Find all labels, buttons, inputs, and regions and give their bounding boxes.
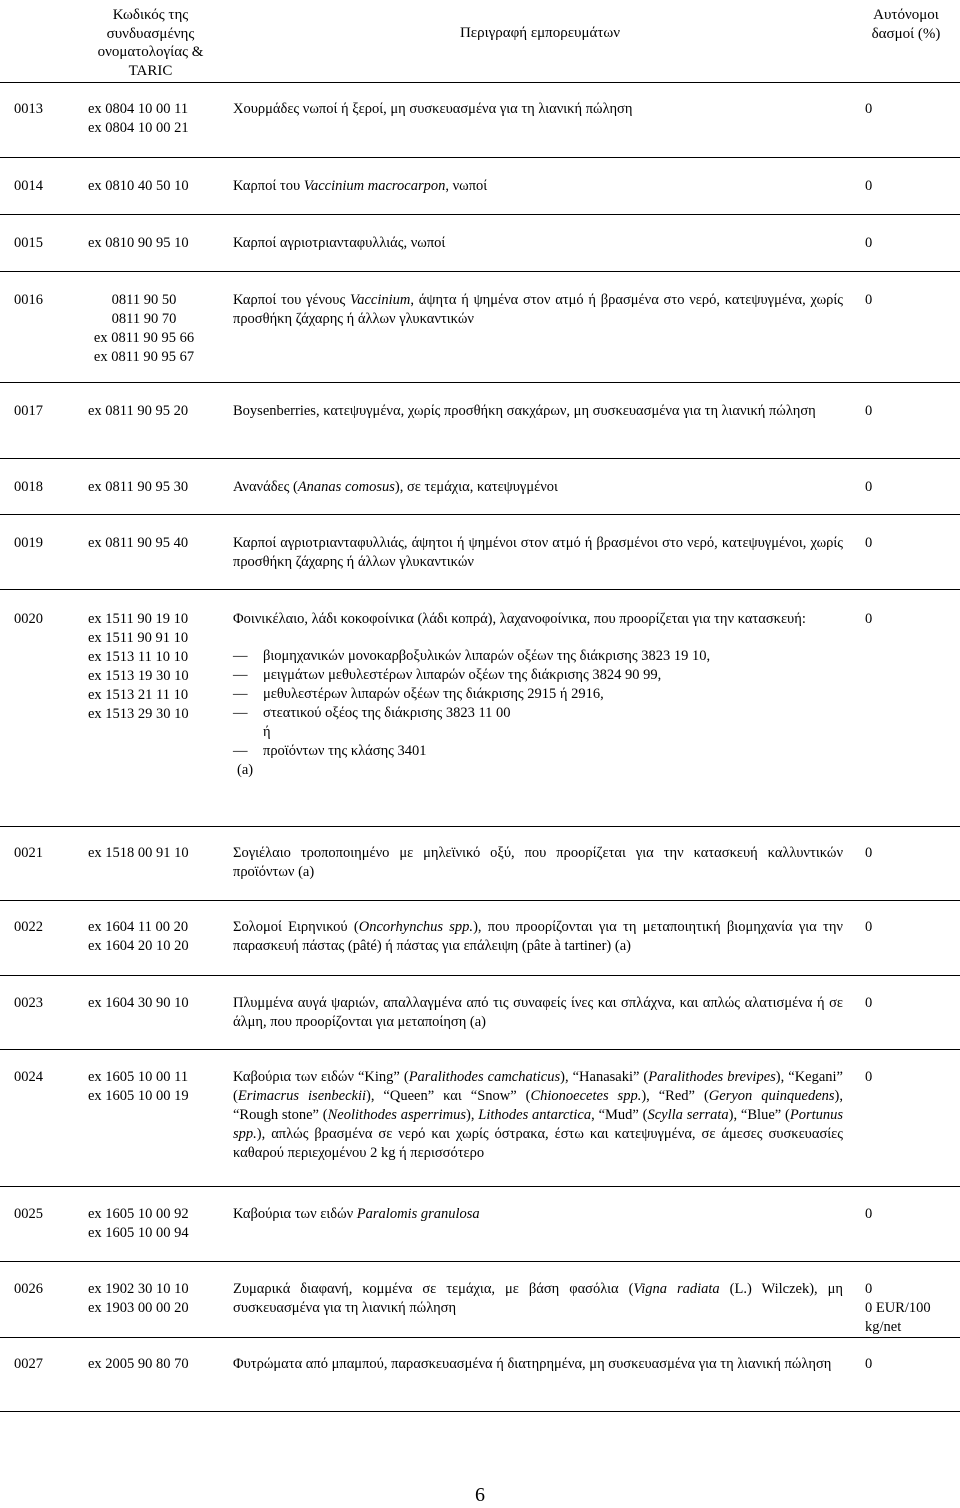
or-text: ή bbox=[263, 724, 271, 740]
goods-description bbox=[233, 994, 843, 1032]
description-text: ), σε τεμάχια, κατεψυγμένοι bbox=[394, 479, 558, 495]
cn-code: ex 0804 10 00 11 bbox=[88, 101, 189, 117]
description-latin-name: Geryon quinquedens bbox=[708, 1088, 835, 1104]
duty-rate: 0 bbox=[865, 995, 873, 1011]
row-number: 0023 bbox=[14, 995, 43, 1011]
cn-code: ex 0811 90 95 30 bbox=[88, 479, 189, 495]
cn-code: 0811 90 50 bbox=[111, 292, 177, 308]
description-text: Σολομοί Ειρηνικού ( bbox=[233, 919, 359, 935]
description-text: Καβούρια των ειδών bbox=[233, 1206, 357, 1222]
cn-code: ex 1513 29 30 10 bbox=[88, 706, 189, 722]
description-latin-name: Vigna radiata bbox=[633, 1281, 720, 1297]
description-latin-name: Chionoecetes spp. bbox=[530, 1088, 642, 1104]
cn-code: ex 0811 90 95 40 bbox=[88, 535, 189, 551]
table-row bbox=[0, 1049, 960, 1187]
cn-codes bbox=[88, 234, 228, 253]
description-text: Φυτρώματα από μπαμπού, παρασκευασμένα ή διατηρημένα, μη συσκευασμένα για τη λιανική πώληση bbox=[233, 1356, 832, 1372]
goods-description bbox=[233, 534, 843, 572]
description-text: Καβούρια των ειδών “King” ( bbox=[233, 1069, 409, 1085]
table-header bbox=[0, 0, 960, 83]
description-text: ), bbox=[466, 1107, 479, 1123]
goods-description bbox=[233, 234, 843, 253]
goods-description bbox=[233, 1205, 843, 1224]
cn-code: ex 0810 90 95 10 bbox=[88, 235, 189, 251]
description-text: ), “Kegani” ( bbox=[233, 1069, 843, 1104]
description-text: Boysenberries, κατεψυγμένα, χωρίς προσθήκη σακχάρων, μη συσκευασμένα για τη λιανική πώληση bbox=[233, 403, 816, 419]
cn-codes bbox=[88, 1355, 228, 1374]
description-text: ), “Rough stone” ( bbox=[233, 1088, 843, 1123]
description-list-item: — στεατικού οξέος της διάκρισης 3823 11 00 bbox=[233, 704, 843, 723]
cn-codes bbox=[88, 402, 228, 421]
goods-description bbox=[233, 177, 843, 196]
table-row bbox=[0, 975, 960, 1050]
description-text: , “Mud” ( bbox=[591, 1107, 648, 1123]
description-text: ), “Red” ( bbox=[641, 1088, 709, 1104]
row-number: 0027 bbox=[14, 1356, 43, 1372]
duty-rate: 0 bbox=[865, 845, 873, 861]
cn-codes bbox=[88, 844, 228, 863]
description-text: Χουρμάδες νωποί ή ξεροί, μη συσκευασμένα για τη λιανική πώληση bbox=[233, 101, 633, 117]
description-text: , νωποί bbox=[445, 178, 488, 194]
cn-code: ex 1511 90 91 10 bbox=[88, 630, 189, 646]
cn-code: ex 1604 11 00 20 bbox=[88, 919, 189, 935]
cn-codes bbox=[88, 177, 228, 196]
cn-code: ex 2005 90 80 70 bbox=[88, 1356, 189, 1372]
goods-description bbox=[233, 610, 843, 780]
table-row bbox=[0, 514, 960, 590]
description-text: ), “Hanasaki” ( bbox=[560, 1069, 649, 1085]
description-text: ), “Blue” ( bbox=[728, 1107, 790, 1123]
duty-rate: 0 bbox=[865, 403, 873, 419]
duty-rate: 0 bbox=[865, 235, 873, 251]
description-text: ), που προορίζονται για τη μεταποιητική βιομηχανία για την παρασκευή πάστας (pâté) ή πάστας για επάλειψη (pâte à tartiner) (a) bbox=[233, 919, 843, 954]
cn-codes bbox=[88, 534, 228, 553]
row-number: 0025 bbox=[14, 1206, 43, 1222]
description-text: Καρποί του γένους bbox=[233, 292, 350, 308]
duty-rate: 0 bbox=[865, 1281, 873, 1297]
duty-rate: 0 bbox=[865, 611, 873, 627]
row-number: 0016 bbox=[14, 292, 43, 308]
cn-code: 0811 90 70 bbox=[111, 311, 177, 327]
description-latin-name: Vaccinium bbox=[350, 292, 411, 308]
cn-code: ex 0811 90 95 20 bbox=[88, 403, 189, 419]
cn-code: ex 1604 30 90 10 bbox=[88, 995, 189, 1011]
duty-rate: 0 bbox=[865, 919, 873, 935]
goods-description bbox=[233, 918, 843, 956]
cn-codes bbox=[88, 610, 228, 724]
table-row bbox=[0, 1337, 960, 1412]
row-number: 0017 bbox=[14, 403, 43, 419]
description-text: , άψητα ή ψημένα στον ατμό ή βρασμένα στο νερό, κατεψυγμένα, χωρίς προσθήκη ζάχαρης ή άλλων γλυκαντικών bbox=[233, 292, 844, 327]
description-text: ), “Queen” και “Snow” ( bbox=[366, 1088, 531, 1104]
description-text: Ζυμαρικά διαφανή, κομμένα σε τεμάχια, με βάση φασόλια ( bbox=[233, 1281, 634, 1297]
cn-code: ex 1605 10 00 94 bbox=[88, 1225, 189, 1241]
cn-codes bbox=[88, 1205, 228, 1243]
page-number: 6 bbox=[475, 1484, 485, 1506]
description-text: ), απλώς βρασμένα σε νερό και χωρίς όστρακα, έστω και κατεψυγμένα, σε άμεσες συσκευασίες καθαρού περιεχομένου 2 kg ή περισσότερο bbox=[233, 1126, 843, 1161]
goods-description bbox=[233, 291, 843, 329]
cn-code: ex 1518 00 91 10 bbox=[88, 845, 189, 861]
description-latin-name: Vaccinium macrocarpon bbox=[303, 178, 446, 194]
cn-codes bbox=[84, 291, 204, 367]
cn-code: ex 1903 00 00 20 bbox=[88, 1300, 189, 1316]
description-text: Φοινικέλαιο, λάδι κοκοφοίνικα (λάδι κοπρά), λαχανοφοίνικα, που προορίζεται για την κατασκευή: bbox=[233, 611, 806, 627]
duty-rate: 0 bbox=[865, 1069, 873, 1085]
cn-code: ex 1513 19 30 10 bbox=[88, 668, 189, 684]
row-number: 0019 bbox=[14, 535, 43, 551]
row-number: 0024 bbox=[14, 1069, 43, 1085]
header-code-column: Κωδικός της συνδυασμένης ονοματολογίας & TARIC bbox=[97, 7, 204, 79]
description-list-item: — προϊόντων της κλάσης 3401 bbox=[233, 742, 843, 761]
footnote-ref: (a) bbox=[237, 762, 254, 778]
description-text: Καρποί του bbox=[233, 178, 304, 194]
description-text: Σογιέλαιο τροποποιημένο με μηλεϊνικό οξύ, που προορίζεται για την κατασκευή καλλυντικών προϊόντων (a) bbox=[233, 845, 843, 880]
row-number: 0018 bbox=[14, 479, 43, 495]
cn-codes bbox=[88, 100, 228, 138]
duty-rate: 0 bbox=[865, 1356, 873, 1372]
row-number: 0014 bbox=[14, 178, 43, 194]
cn-code: ex 0804 10 00 21 bbox=[88, 120, 189, 136]
cn-code: ex 1902 30 10 10 bbox=[88, 1281, 189, 1297]
table-row bbox=[0, 382, 960, 459]
description-latin-name: Paralithodes camchaticus bbox=[408, 1069, 561, 1085]
cn-code: ex 0811 90 95 66 bbox=[93, 330, 195, 346]
row-number: 0026 bbox=[14, 1281, 43, 1297]
row-number: 0015 bbox=[14, 235, 43, 251]
cn-code: ex 1513 21 11 10 bbox=[88, 687, 189, 703]
row-number: 0022 bbox=[14, 919, 43, 935]
table-row bbox=[0, 1186, 960, 1262]
table-row bbox=[0, 589, 960, 827]
goods-description bbox=[233, 402, 843, 421]
cn-code: ex 1604 20 10 20 bbox=[88, 938, 189, 954]
description-text: Ανανάδες ( bbox=[233, 479, 298, 495]
duty-rate: 0 bbox=[865, 479, 873, 495]
description-latin-name: Portunus spp. bbox=[233, 1107, 844, 1142]
description-latin-name: Paralomis granulosa bbox=[356, 1206, 480, 1222]
cn-code: ex 1513 11 10 10 bbox=[88, 649, 189, 665]
description-latin-name: Neolithodes asperrimus bbox=[327, 1107, 466, 1123]
table-row bbox=[0, 458, 960, 515]
goods-description bbox=[233, 478, 843, 497]
row-number: 0021 bbox=[14, 845, 43, 861]
cn-code: ex 1605 10 00 92 bbox=[88, 1206, 189, 1222]
description-latin-name: Erimacrus isenbeckii bbox=[237, 1088, 367, 1104]
duty-rate: 0 bbox=[865, 178, 873, 194]
table-row bbox=[0, 1261, 960, 1338]
description-latin-name: Paralithodes brevipes bbox=[648, 1069, 776, 1085]
description-list-item: — βιομηχανικών μονοκαρβοξυλικών λιπαρών οξέων της διάκρισης 3823 19 10, bbox=[233, 647, 843, 666]
table-row bbox=[0, 82, 960, 158]
goods-description bbox=[233, 1280, 843, 1318]
description-latin-name: Ananas comosus bbox=[297, 479, 395, 495]
header-description-column: Περιγραφή εμπορευμάτων bbox=[459, 25, 621, 41]
description-list-item: — μειγμάτων μεθυλεστέρων λιπαρών οξέων της διάκρισης 3824 90 99, bbox=[233, 666, 843, 685]
description-text: Πλυμμένα αυγά ψαριών, απαλλαγμένα από τις συναφείς ίνες και σπλάχνα, και απλώς αλατισμένα ή σε άλμη, που προορίζονται για μεταποίηση (a) bbox=[233, 995, 843, 1030]
cn-codes bbox=[88, 1280, 228, 1318]
description-latin-name: Scylla serrata bbox=[647, 1107, 729, 1123]
row-number: 0020 bbox=[14, 611, 43, 627]
description-latin-name: Lithodes antarctica bbox=[478, 1107, 592, 1123]
goods-description bbox=[233, 100, 843, 119]
cn-codes bbox=[88, 1068, 228, 1106]
cn-code: ex 1511 90 19 10 bbox=[88, 611, 189, 627]
row-number: 0013 bbox=[14, 101, 43, 117]
cn-code: ex 0810 40 50 10 bbox=[88, 178, 189, 194]
cn-codes bbox=[88, 994, 228, 1013]
duty-rate: 0 bbox=[865, 1206, 873, 1222]
description-text: Καρποί αγριοτριανταφυλλιάς, νωποί bbox=[233, 235, 446, 251]
table-row bbox=[0, 826, 960, 901]
duty-rate: 0 bbox=[865, 535, 873, 551]
description-text: Καρποί αγριοτριανταφυλλιάς, άψητοι ή ψημένοι στον ατμό ή βρασμένοι στο νερό, κατεψυγμένοι, χωρίς προσθήκη ζάχαρης ή άλλων γλυκαντικών bbox=[233, 535, 843, 570]
duty-rate-specific: 0 EUR/100 kg/net bbox=[865, 1300, 931, 1335]
cn-code: ex 1605 10 00 19 bbox=[88, 1088, 189, 1104]
table-row bbox=[0, 157, 960, 215]
description-text: (L.) Wilczek), μη συσκευασμένα για τη λιανική πώληση bbox=[233, 1281, 844, 1316]
goods-description bbox=[233, 1068, 843, 1163]
description-latin-name: Oncorhynchus spp. bbox=[358, 919, 474, 935]
goods-description bbox=[233, 844, 843, 882]
table-row bbox=[0, 214, 960, 272]
goods-description bbox=[233, 1355, 843, 1374]
cn-code: ex 0811 90 95 67 bbox=[93, 349, 195, 365]
table-row bbox=[0, 271, 960, 383]
description-list-item: — μεθυλεστέρων λιπαρών οξέων της διάκρισης 2915 ή 2916, bbox=[233, 685, 843, 704]
duty-rate: 0 bbox=[865, 292, 873, 308]
cn-codes bbox=[88, 478, 228, 497]
duty-rate: 0 bbox=[865, 101, 873, 117]
header-rate-column: Αυτόνομοι δασμοί (%) bbox=[871, 7, 941, 42]
table-row bbox=[0, 900, 960, 976]
cn-code: ex 1605 10 00 11 bbox=[88, 1069, 189, 1085]
cn-codes bbox=[88, 918, 228, 956]
description-list bbox=[233, 647, 843, 780]
